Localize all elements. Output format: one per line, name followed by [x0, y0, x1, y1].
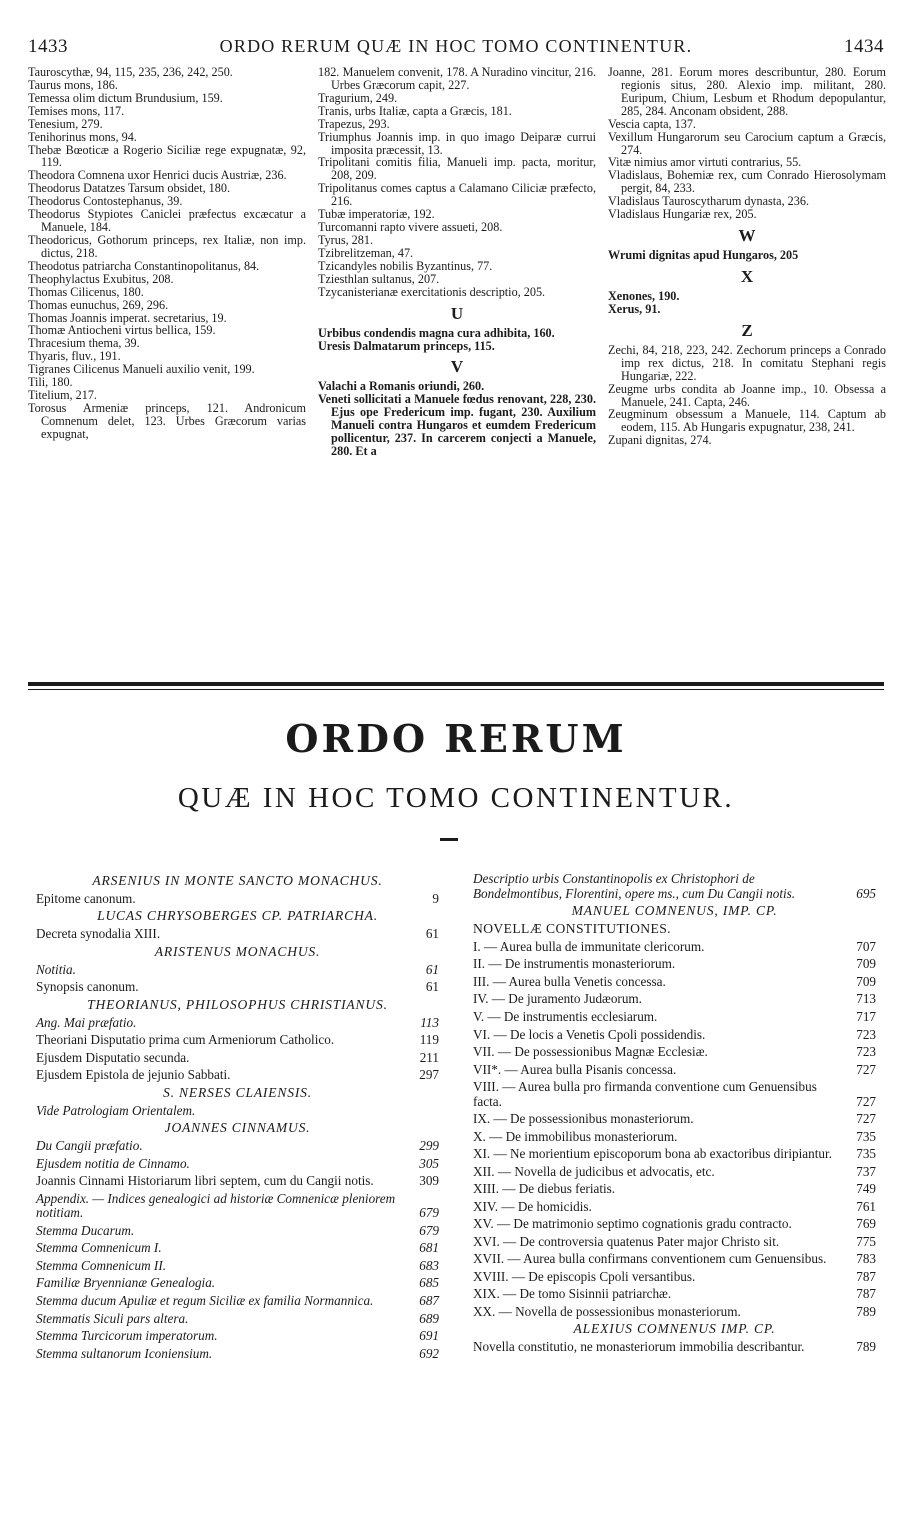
toc-entry — [36, 1224, 439, 1239]
toc-entry — [36, 1174, 439, 1189]
index-entry: Trapezus, 293. — [318, 116, 390, 131]
index-entry: Temessa olim dictum Brundusium, 159. — [28, 90, 223, 105]
toc-entry — [473, 1200, 876, 1215]
index-entry: Urbibus condendis magna cura adhibita, 160. — [318, 325, 555, 340]
toc-entry — [473, 1165, 876, 1180]
index-entry: Vitæ nimius amor virtuti contrarius, 55. — [608, 155, 802, 170]
toc-entry-title: Synopsis canonum. — [36, 979, 139, 995]
toc-entry-page: 61 — [425, 961, 439, 977]
toc-entry-page: 692 — [419, 1345, 439, 1361]
index-entry: Thomæ Antiocheni virtus bellica, 159. — [28, 323, 216, 338]
toc-entry-page: 9 — [432, 890, 439, 906]
toc-entry-page: 689 — [419, 1310, 439, 1326]
toc-entry — [473, 1010, 876, 1025]
toc-entry — [36, 927, 439, 942]
index-entry: Zechi, 84, 218, 223, 242. Zechorum princeps a Conrado imp rex dictus, 218. In comitatu Stephani regis Hungariæ, 222. — [608, 342, 886, 383]
toc-entry-title: Notitia. — [36, 961, 76, 977]
toc-entry-title: VIII. — Aurea bulla pro firmanda conventione cum Genuensibus facta. — [473, 1079, 817, 1109]
toc-entry-title: Familiæ Bryennianæ Genealogia. — [36, 1275, 216, 1291]
index-entry: Vladislaus Hungariæ rex, 205. — [608, 207, 757, 222]
toc-entry — [36, 1051, 439, 1066]
index-entry: Vexillum Hungarorum seu Carocium captum a Græcis, 274. — [608, 129, 886, 157]
toc-entry-page: 709 — [856, 973, 876, 989]
index-entry: Tenihorinus mons, 94. — [28, 129, 137, 144]
toc-entry — [36, 1312, 439, 1327]
index-entry: Triumphus Joannis imp. in quo imago Deiparæ currui imposita præcessit, 13. — [318, 129, 596, 157]
main-title: ORDO RERUM — [285, 716, 627, 761]
index-entry: Tragurium, 249. — [318, 90, 398, 105]
toc-entry-page: 679 — [419, 1222, 439, 1238]
toc-section-heading: JOANNES CINNAMUS. — [164, 1120, 311, 1136]
index-entry: Thomas Joannis imperat. secretarius, 19. — [28, 310, 227, 325]
toc-entry — [36, 1259, 439, 1274]
toc-entry-page: 723 — [856, 1044, 876, 1060]
index-entry: Joanne, 281. Eorum mores describuntur, 280. Eorum regionis situs, 280. Alexio imp. militant, 280. Euripum, Chium, Lesbum et Rhodum depopulantur, 285, 284. Anconam obsident, 288. — [608, 65, 886, 118]
index-entry: Temises mons, 117. — [28, 103, 125, 118]
index-entry: Theodorus Stypiotes Caniclei præfectus excæcatur a Manuele, 184. — [28, 207, 306, 235]
toc-entry-page: 113 — [420, 1014, 439, 1030]
index-entry: Zeugminum obsessum a Manuele, 114. Captum ab eodem, 115. Ab Hungaris expugnatur, 238, 241. — [608, 407, 886, 435]
toc-entry-title: Appendix. — Indices genealogici ad historiæ Comnenicæ pleniorem notitiam. — [36, 1190, 396, 1221]
toc-entry-title: Ang. Mai præfatio. — [36, 1014, 137, 1030]
toc-entry-title: Stemma Turcicorum imperatorum. — [36, 1328, 218, 1344]
toc-entry-title: XVI. — De controversia quatenus Pater major Christo sit. — [473, 1233, 780, 1249]
toc-left-column — [36, 872, 439, 1472]
index-entry: Tili, 180. — [28, 375, 73, 390]
page-header — [28, 36, 884, 64]
toc-entry-title: VII*. — Aurea bulla Pisanis concessa. — [473, 1061, 677, 1077]
toc-entry — [473, 1287, 876, 1302]
toc-entry-title: XIX. — De tomo Sisinnii patriarchæ. — [473, 1286, 672, 1302]
index-entry: 182. Manuelem convenit, 178. A Nuradino vincitur, 216. Urbes Græcorum capit, 227. — [318, 65, 596, 92]
toc-entry-page: 119 — [419, 1032, 439, 1048]
index-entry: Wrumi dignitas apud Hungaros, 205 — [608, 248, 799, 263]
toc-entry-title: XV. — De matrimonio septimo cognationis gradu contracto. — [473, 1216, 792, 1232]
toc-entry — [36, 1294, 439, 1309]
index-entry: Theophylactus Exubitus, 208. — [28, 271, 174, 286]
toc-entry-page: 61 — [425, 979, 439, 995]
toc-entry-title: Decreta synodalia XIII. — [36, 926, 161, 942]
toc-entry-title: XX. — Novella de possessionibus monasteriorum. — [473, 1303, 741, 1319]
toc-entry — [36, 1016, 439, 1031]
toc-entry-title: Stemma Comnenicum II. — [36, 1257, 167, 1273]
toc-entry-title: XIII. — De diebus feriatis. — [473, 1181, 616, 1197]
toc-entry-page: 783 — [856, 1251, 876, 1267]
running-title: ORDO RERUM QUÆ IN HOC TOMO CONTINENTUR. — [219, 36, 693, 56]
index-entry: Tenesium, 279. — [28, 116, 103, 131]
index-entry: Vladislaus Tauroscytharum dynasta, 236. — [608, 194, 809, 209]
toc-entry-title: Du Cangii præfatio. — [36, 1138, 143, 1154]
toc-section-heading: MANUEL COMNENUS, IMP. CP. — [571, 903, 778, 919]
toc-entry-title: Stemma ducum Apuliæ et regum Siciliæ ex familia Normannica. — [36, 1293, 374, 1308]
toc-entry-title: XVII. — Aurea bulla confirmans conventionem cum Genuensibus. — [473, 1251, 827, 1267]
toc-entry-page: 709 — [856, 956, 876, 972]
index-entry: Thyaris, fluv., 191. — [28, 349, 121, 364]
toc-entry-title: Stemmatis Siculi pars altera. — [36, 1310, 189, 1326]
toc-entry-page: 735 — [856, 1128, 876, 1144]
toc-entry-title: IX. — De possessionibus monasteriorum. — [473, 1111, 694, 1127]
index-column-1 — [28, 66, 306, 676]
toc-entry-title: IV. — De juramento Judæorum. — [473, 991, 642, 1007]
index-letter-w: W — [738, 226, 756, 246]
toc-entry-page: 789 — [856, 1339, 876, 1355]
index-column-2 — [318, 66, 596, 676]
toc-entry — [473, 1252, 876, 1267]
toc-entry-title: Ejusdem notitia de Cinnamo. — [36, 1155, 190, 1171]
toc-entry — [36, 1276, 439, 1291]
toc-entry — [36, 1192, 439, 1221]
toc-entry — [473, 1182, 876, 1197]
toc-entry-page: 723 — [856, 1026, 876, 1042]
alphabetical-index — [28, 66, 886, 676]
toc-entry-page: 789 — [856, 1303, 876, 1319]
index-entry: Theodoricus, Gothorum princeps, rex Italiæ, non imp. dictus, 218. — [28, 232, 306, 260]
left-page-number: 1433 — [28, 36, 68, 57]
index-column-3 — [608, 66, 886, 676]
toc-entry — [473, 1270, 876, 1285]
toc-section-heading: LUCAS CHRYSOBERGES CP. PATRIARCHA. — [97, 908, 378, 924]
toc-entry-page: 787 — [856, 1268, 876, 1284]
toc-entry-title: Stemma Comnenicum I. — [36, 1240, 162, 1256]
toc-entry — [36, 963, 439, 978]
toc-entry-title: III. — Aurea bulla Venetis concessa. — [473, 973, 666, 989]
toc-entry-page: 305 — [419, 1155, 439, 1171]
toc-entry — [473, 957, 876, 972]
toc-section-heading: ARISTENUS MONACHUS. — [154, 943, 321, 959]
toc-entry — [473, 1235, 876, 1250]
index-entry: Tripolitani comitis filia, Manueli imp. pacta, moritur, 208, 209. — [318, 155, 596, 183]
toc-entry — [36, 1068, 439, 1083]
index-letter-u: U — [450, 303, 464, 323]
toc-entry — [473, 1045, 876, 1060]
toc-subsection-heading: NOVELLÆ CONSTITUTIONES. — [473, 920, 671, 936]
toc-entry-page: 713 — [856, 991, 876, 1007]
toc-entry-page: 679 — [419, 1205, 439, 1221]
toc-entry — [473, 1217, 876, 1232]
title-dash — [440, 838, 458, 841]
index-letter-z: Z — [741, 320, 753, 340]
index-entry: Titelium, 217. — [28, 388, 97, 403]
index-entry: Valachi a Romanis oriundi, 260. — [318, 379, 485, 394]
index-letter-x: X — [740, 267, 754, 286]
toc-entry-page: 727 — [856, 1093, 876, 1109]
index-entry: Vladislaus, Bohemiæ rex, cum Conrado Hierosolymam pergit, 84, 233. — [608, 168, 886, 196]
toc-entry-title: VI. — De locis a Venetis Cpoli possidendis. — [473, 1026, 706, 1042]
toc-entry-title: V. — De instrumentis ecclesiarum. — [473, 1009, 658, 1024]
toc-entry — [473, 1130, 876, 1145]
sub-title: QUÆ IN HOC TOMO CONTINENTUR. — [177, 782, 735, 814]
toc-entry-page: 691 — [419, 1328, 439, 1344]
index-entry: Tubæ imperatoriæ, 192. — [318, 207, 435, 222]
index-entry: Uresis Dalmatarum princeps, 115. — [318, 338, 495, 353]
toc-entry-title: Stemma sultanorum Iconiensium. — [36, 1345, 213, 1361]
toc-entry-page: 749 — [856, 1181, 876, 1197]
index-entry: Zeugme urbs condita ab Joanne imp., 10. Obsessa a Manuele, 241. Capta, 246. — [608, 381, 886, 409]
index-entry: Taurus mons, 186. — [28, 77, 118, 92]
toc-entry-page: 769 — [856, 1216, 876, 1232]
toc-right-column — [473, 872, 876, 1472]
toc-entry-title: XII. — Novella de judicibus et advocatis, etc. — [473, 1163, 715, 1179]
toc-entry-title: I. — Aurea bulla de immunitate clericorum. — [473, 938, 705, 954]
toc-entry-page: 735 — [856, 1146, 876, 1162]
toc-entry — [473, 1147, 876, 1162]
toc-entry-page: 687 — [419, 1293, 439, 1308]
toc-entry — [36, 1033, 439, 1048]
index-entry: Tigranes Cilicenus Manueli auxilio venit, 199. — [28, 362, 255, 377]
index-entry: Vescia capta, 137. — [608, 116, 696, 131]
toc-entry — [36, 1329, 439, 1344]
toc-section-heading: S. NERSES CLAIENSIS. — [163, 1084, 312, 1100]
toc-entry — [36, 1241, 439, 1256]
toc-entry-title: Epitome canonum. — [36, 890, 136, 906]
toc-entry-page: 707 — [856, 938, 876, 954]
thin-divider — [28, 689, 884, 690]
table-of-contents — [36, 872, 876, 1472]
toc-entry-page: 717 — [856, 1009, 876, 1024]
index-entry: Theodorus Datatzes Tarsum obsidet, 180. — [28, 181, 231, 196]
toc-section-heading: ARSENIUS IN MONTE SANCTO MONACHUS. — [92, 873, 383, 888]
index-entry: Tzycanisterianæ exercitationis descriptio, 205. — [318, 284, 546, 299]
index-entry: Theodotus patriarcha Constantinopolitanus, 84. — [28, 258, 260, 273]
index-entry: Turcomanni rapto vivere assueti, 208. — [318, 220, 503, 235]
index-entry: Xenones, 190. — [608, 289, 680, 304]
toc-entry — [36, 980, 439, 995]
index-entry: Zupani dignitas, 274. — [608, 433, 712, 448]
toc-entry-title: Vide Patrologiam Orientalem. — [36, 1102, 196, 1118]
toc-entry-title: II. — De instrumentis monasteriorum. — [473, 956, 676, 972]
toc-entry-page: 761 — [856, 1198, 876, 1214]
heavy-divider — [28, 682, 884, 686]
toc-entry — [36, 1347, 439, 1362]
index-entry: Tauroscythæ, 94, 115, 235, 236, 242, 250. — [28, 65, 233, 79]
index-entry: Tyrus, 281. — [318, 232, 374, 247]
toc-entry-page: 681 — [419, 1240, 439, 1256]
index-entry: Tzicandyles nobilis Byzantinus, 77. — [318, 258, 493, 273]
toc-entry-page: 211 — [419, 1049, 439, 1065]
toc-entry-title: Ejusdem Epistola de jejunio Sabbati. — [36, 1067, 231, 1083]
toc-entry — [473, 1305, 876, 1320]
toc-entry — [473, 1340, 876, 1355]
toc-entry-page: 297 — [419, 1067, 439, 1083]
toc-entry-page: 737 — [856, 1163, 876, 1179]
index-entry: Thebæ Bœoticæ a Rogerio Siciliæ rege expugnatæ, 92, 119. — [28, 142, 306, 170]
toc-entry — [473, 1112, 876, 1127]
toc-entry-title: X. — De immobilibus monasteriorum. — [473, 1128, 678, 1144]
toc-entry-title: Joannis Cinnami Historiarum libri septem, cum du Cangii notis. — [36, 1173, 374, 1189]
toc-entry — [473, 1080, 876, 1109]
toc-entry — [473, 940, 876, 955]
toc-entry-page: 685 — [419, 1275, 439, 1291]
toc-entry-title: Novella constitutio, ne monasteriorum immobilia describantur. — [473, 1339, 805, 1355]
toc-entry — [473, 1063, 876, 1078]
toc-entry-page: 299 — [419, 1138, 439, 1154]
toc-section-heading: THEORIANUS, PHILOSOPHUS CHRISTIANUS. — [87, 996, 388, 1012]
index-entry: Torosus Armeniæ princeps, 121. Andronicum Comnenum delet, 123. Urbes Græcorum varias expugnat, — [28, 400, 306, 441]
toc-entry-title: Theoriani Disputatio prima cum Armeniorum Catholico. — [36, 1032, 335, 1048]
toc-entry-page: 727 — [856, 1111, 876, 1127]
toc-entry — [473, 1028, 876, 1043]
index-entry: Veneti sollicitati a Manuele fœdus renovant, 228, 230. Ejus ope Fredericum imp. fugant, 230. Auxilium Manueli contra Hungaros et eumdem Fredericum pollicentur, 237. In carcerem conjecti a Manuele, 280. Et a — [318, 392, 596, 459]
toc-entry-page: 309 — [419, 1173, 439, 1189]
index-letter-v: V — [450, 357, 464, 377]
toc-entry-title: Descriptio urbis Constantinopolis ex Christophori de Bondelmontibus, Florentini, opere ms., cum Du Cangii notis. — [473, 871, 796, 901]
index-entry: Tripolitanus comes captus a Calamano Ciliciæ præfecto, 216. — [318, 181, 596, 209]
toc-entry-title: Ejusdem Disputatio secunda. — [36, 1049, 190, 1065]
index-entry: Thomas eunuchus, 269, 296. — [28, 297, 169, 312]
index-entry: Thracesium thema, 39. — [28, 336, 140, 351]
toc-entry — [36, 1104, 439, 1119]
toc-entry-title: XVIII. — De episcopis Cpoli versantibus. — [473, 1268, 696, 1284]
toc-entry-page: 61 — [425, 926, 439, 942]
toc-entry — [36, 892, 439, 907]
toc-section-heading: ALEXIUS COMNENUS IMP. CP. — [573, 1321, 776, 1337]
toc-entry — [36, 1157, 439, 1172]
index-entry: Xerus, 91. — [608, 301, 661, 316]
right-page-number: 1434 — [844, 36, 884, 57]
index-entry: Tziesthlan sultanus, 207. — [318, 271, 440, 286]
toc-entry — [36, 1139, 439, 1154]
toc-entry-page: 787 — [856, 1286, 876, 1302]
toc-entry-title: Stemma Ducarum. — [36, 1222, 135, 1238]
toc-entry — [473, 975, 876, 990]
index-entry: Theodorus Contostephanus, 39. — [28, 194, 183, 209]
index-entry: Tzibrelitzeman, 47. — [318, 245, 414, 260]
toc-entry-title: XIV. — De homicidis. — [473, 1198, 592, 1214]
toc-entry-page: 775 — [856, 1233, 876, 1249]
toc-entry-page: 683 — [419, 1257, 439, 1273]
index-entry: Theodora Comnena uxor Henrici ducis Austriæ, 236. — [28, 168, 287, 183]
index-entry: Tranis, urbs Italiæ, capta a Græcis, 181. — [318, 103, 512, 118]
toc-entry-page: 727 — [856, 1061, 876, 1077]
toc-entry — [473, 992, 876, 1007]
toc-entry-title: XI. — Ne morientium episcoporum bona ab exactoribus diripiantur. — [473, 1146, 832, 1162]
toc-entry-title: VII. — De possessionibus Magnæ Ecclesiæ. — [473, 1044, 708, 1060]
toc-entry — [473, 872, 876, 901]
index-entry: Thomas Cilicenus, 180. — [28, 284, 144, 299]
toc-entry-page: 695 — [856, 885, 876, 901]
